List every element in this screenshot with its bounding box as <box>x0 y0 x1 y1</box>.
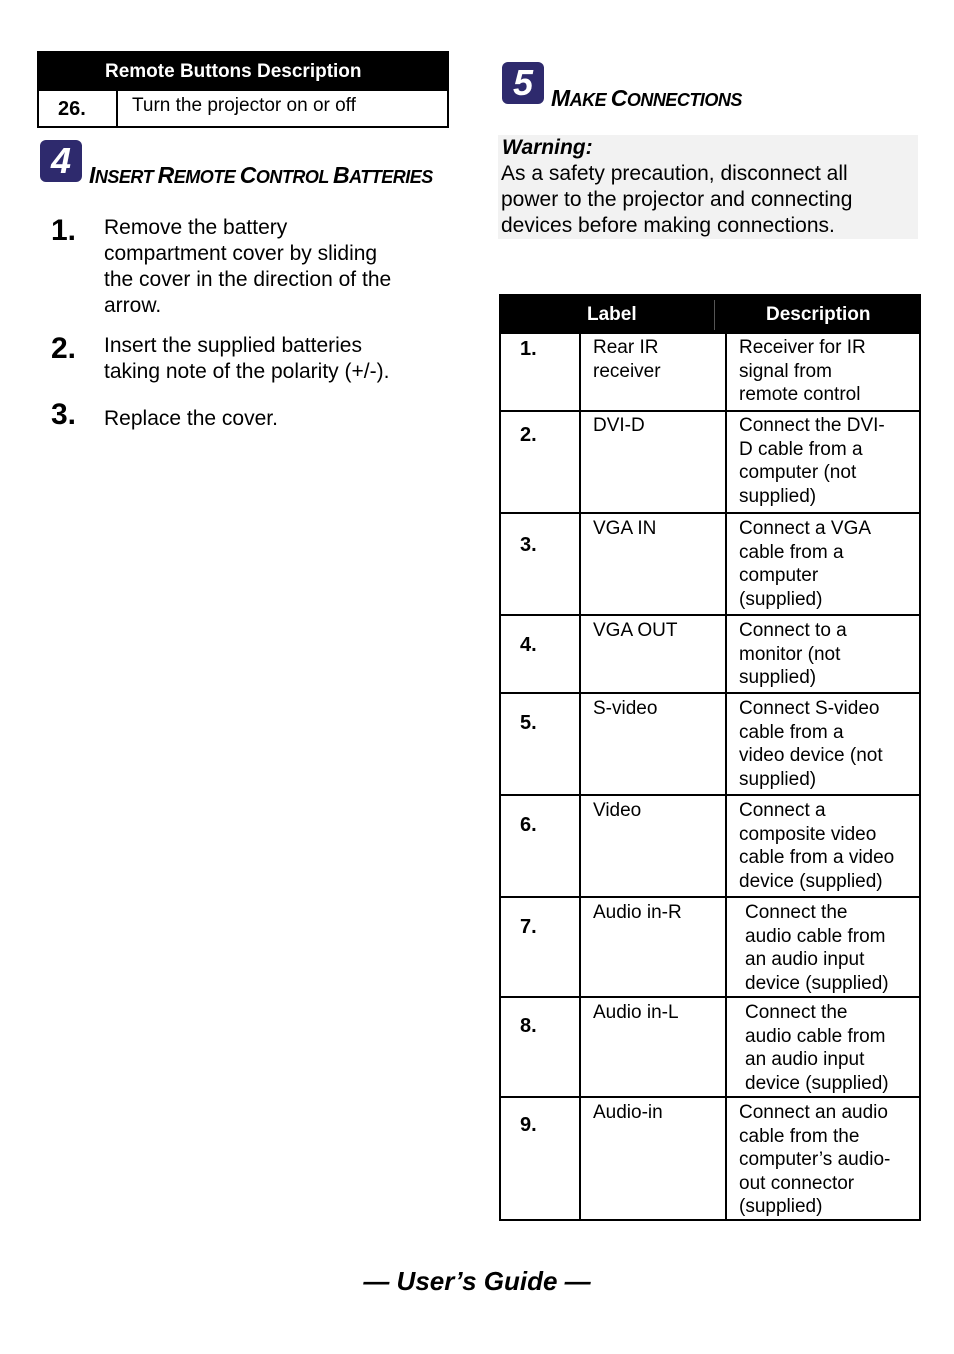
row-description: Connect to a monitor (not supplied) <box>739 620 847 688</box>
row-label: Audio-in <box>581 1098 727 1219</box>
title-part: INSERT <box>89 162 158 188</box>
remote-row-text: Turn the projector on or off <box>132 95 356 116</box>
table-row <box>501 614 919 692</box>
description-column-header: Description <box>766 304 871 325</box>
section-5-title <box>551 85 742 112</box>
table-row <box>501 332 919 410</box>
label-column-header: Label <box>587 304 637 325</box>
row-number: 4. <box>501 616 581 692</box>
row-label: Rear IR receiver <box>581 334 727 410</box>
table-row <box>501 512 919 614</box>
row-label: DVI-D <box>581 412 727 512</box>
remote-table-header: Remote Buttons Description <box>39 53 447 91</box>
row-label: VGA IN <box>581 514 727 614</box>
step-text: Replace the cover. <box>104 407 278 430</box>
connections-table <box>499 294 921 1221</box>
row-description: Connect a VGA cable from a computer (supplied) <box>739 518 872 610</box>
step-text: Remove the battery compartment cover by sliding the cover in the direction of the arrow. <box>104 216 392 317</box>
title-part: CONTROL <box>239 162 334 188</box>
row-number: 5. <box>501 694 581 794</box>
remote-buttons-table <box>37 51 449 128</box>
row-number: 7. <box>501 898 581 996</box>
table-row <box>501 996 919 1096</box>
table-row <box>501 1096 919 1219</box>
step-number: 1. <box>51 214 77 247</box>
header-divider <box>714 300 715 330</box>
row-label: S-video <box>581 694 727 794</box>
section-5-badge: 5 <box>502 62 544 104</box>
row-number: 9. <box>501 1098 581 1219</box>
row-description: Connect a composite video cable from a video device (supplied) <box>739 800 895 892</box>
row-number: 6. <box>501 796 581 896</box>
remote-row-number: 26. <box>39 91 118 128</box>
warning-box <box>498 135 918 239</box>
step-text: Insert the supplied batteries taking note of the polarity (+/-). <box>104 334 390 383</box>
row-description: Connect an audio cable from the computer’s audio- out connector (supplied) <box>739 1102 891 1217</box>
table-row <box>501 410 919 512</box>
row-label: Audio in-L <box>581 998 727 1096</box>
section-4-title <box>89 162 433 189</box>
title-part: REMOTE <box>157 162 240 188</box>
title-part: MAKE <box>551 85 611 111</box>
row-description: Connect the audio cable from an audio input device (supplied) <box>745 902 889 994</box>
table-row <box>501 692 919 794</box>
page-footer: — User’s Guide — <box>363 1266 591 1296</box>
step-number: 3. <box>51 398 77 431</box>
title-part: BATTERIES <box>333 162 433 188</box>
table-row <box>501 896 919 996</box>
row-number: 1. <box>501 334 581 410</box>
table-header <box>501 296 919 334</box>
row-description: Connect the DVI- D cable from a computer (not supplied) <box>739 415 885 507</box>
step-number: 2. <box>51 332 77 365</box>
row-label: VGA OUT <box>581 616 727 692</box>
warning-text: As a safety precaution, disconnect all power to the projector and connecting devices before making connections. <box>501 162 853 237</box>
row-number: 3. <box>501 514 581 614</box>
table-row <box>501 794 919 896</box>
row-label: Audio in-R <box>581 898 727 996</box>
row-number: 2. <box>501 412 581 512</box>
row-description: Connect S-video cable from a video device (not supplied) <box>739 698 883 790</box>
row-description: Receiver for IR signal from remote control <box>739 337 866 405</box>
warning-title: Warning: <box>502 136 593 159</box>
section-4-badge: 4 <box>40 140 82 182</box>
table-row <box>39 91 447 128</box>
row-description: Connect the audio cable from an audio input device (supplied) <box>745 1002 889 1094</box>
row-label: Video <box>581 796 727 896</box>
row-number: 8. <box>501 998 581 1096</box>
title-part: CONNECTIONS <box>610 85 742 111</box>
